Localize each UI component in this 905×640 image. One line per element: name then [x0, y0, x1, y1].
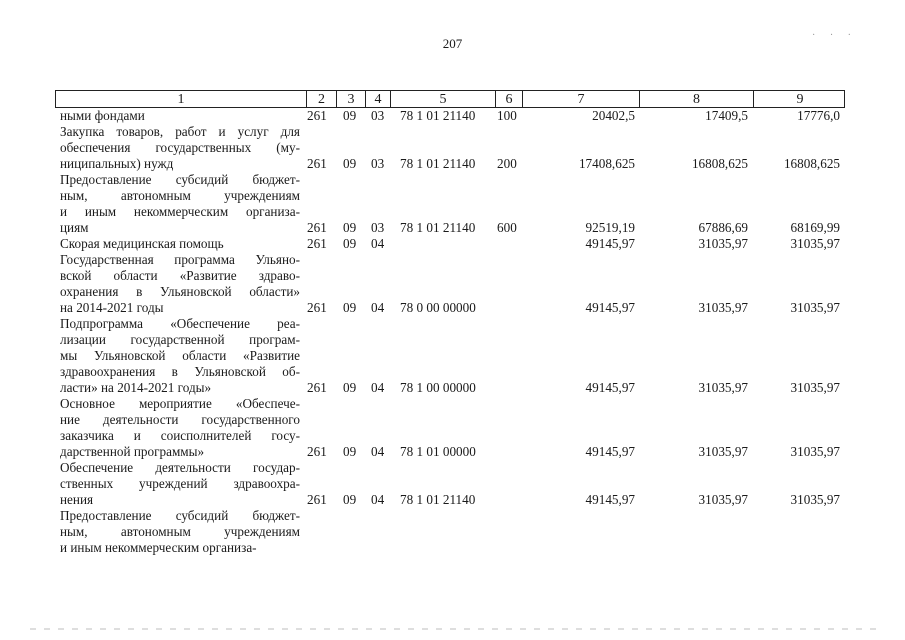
row-description [60, 172, 300, 236]
cell-c3: 09 [343, 220, 357, 235]
cell-c8: 31035,97 [698, 300, 748, 315]
cell-c9: 16808,625 [783, 156, 840, 171]
cell-c7: 49145,97 [585, 300, 635, 315]
header-col-3: 3 [336, 91, 365, 107]
header-col-6: 6 [495, 91, 522, 107]
cell-c9: 31035,97 [790, 236, 840, 251]
cell-c4: 04 [371, 300, 385, 315]
description-line: мы Ульяновской области «Развитие [60, 348, 300, 363]
cell-c3: 09 [343, 444, 357, 459]
cell-c6: 600 [497, 220, 517, 235]
header-col-5: 5 [390, 91, 495, 107]
description-line: и иным некоммерческим организа- [60, 540, 257, 555]
cell-c2: 261 [307, 492, 327, 507]
cell-c9: 17776,0 [797, 108, 840, 123]
cell-c9: 68169,99 [790, 220, 840, 235]
cell-c4: 04 [371, 444, 385, 459]
row-description [60, 236, 300, 252]
cell-c5: 78 1 01 21140 [400, 220, 476, 235]
cell-c9: 31035,97 [790, 444, 840, 459]
page-number: 207 [442, 36, 463, 51]
scan-noise [30, 628, 880, 630]
cell-c8: 31035,97 [698, 492, 748, 507]
description-line: лизации государственной програм- [60, 332, 300, 347]
description-line: ным, автономным учреждениям [60, 188, 300, 203]
cell-c7: 20402,5 [592, 108, 635, 123]
cell-c8: 31035,97 [698, 236, 748, 251]
description-line: и иным некоммерческим организа- [60, 204, 300, 219]
cell-c4: 03 [371, 108, 385, 123]
description-line: обеспечения государственных (му- [60, 140, 300, 155]
cell-c2: 261 [307, 236, 327, 251]
cell-c3: 09 [343, 492, 357, 507]
row-description [60, 508, 300, 556]
description-line: Скорая медицинская помощь [60, 236, 224, 251]
description-line: ласти» на 2014-2021 годы» [60, 380, 212, 395]
cell-c4: 04 [371, 236, 385, 251]
description-line: вской области «Развитие здраво- [60, 268, 300, 283]
description-line: циям [60, 220, 89, 235]
cell-c3: 09 [343, 156, 357, 171]
description-line: ными фондами [60, 108, 145, 123]
cell-c3: 09 [343, 236, 357, 251]
cell-c5: 78 1 01 00000 [400, 444, 476, 459]
cell-c8: 16808,625 [691, 156, 748, 171]
cell-c5: 78 1 01 21140 [400, 492, 476, 507]
description-line: заказчика и соисполнителей госу- [60, 428, 300, 443]
row-description [60, 460, 300, 508]
cell-c9: 31035,97 [790, 492, 840, 507]
cell-c5: 78 1 01 21140 [400, 108, 476, 123]
description-line: Предоставление субсидий бюджет- [60, 508, 300, 523]
description-line: ниципальных) нужд [60, 156, 174, 171]
header-col-2: 2 [306, 91, 336, 107]
cell-c3: 09 [343, 380, 357, 395]
description-line: Основное мероприятие «Обеспече- [60, 396, 300, 411]
cell-c3: 09 [343, 108, 357, 123]
cell-c7: 49145,97 [585, 492, 635, 507]
cell-c8: 31035,97 [698, 444, 748, 459]
description-line: ственных учреждений здравоохра- [60, 476, 300, 491]
header-col-1: 1 [177, 92, 185, 107]
cell-c5: 78 1 00 00000 [400, 380, 476, 395]
row-description [60, 124, 300, 172]
cell-c7: 49145,97 [585, 380, 635, 395]
cell-c3: 09 [343, 300, 357, 315]
header-col-8: 8 [639, 91, 753, 107]
cell-c2: 261 [307, 156, 327, 171]
cell-c5: 78 0 00 00000 [400, 300, 476, 315]
description-line: здравоохранения в Ульяновской об- [60, 364, 300, 379]
description-line: дарственной программы» [60, 444, 205, 459]
description-line: ние деятельности государственного [60, 412, 300, 427]
cell-c8: 67886,69 [698, 220, 748, 235]
description-line: Обеспечение деятельности государ- [60, 460, 300, 475]
description-line: ным, автономным учреждениям [60, 524, 300, 539]
cell-c4: 03 [371, 156, 385, 171]
cell-c6: 100 [497, 108, 517, 123]
description-line: на 2014-2021 годы [60, 300, 164, 315]
cell-c2: 261 [307, 108, 327, 123]
cell-c4: 03 [371, 220, 385, 235]
cell-c2: 261 [307, 220, 327, 235]
scan-marks: · · · [812, 30, 857, 41]
row-description [60, 108, 300, 124]
cell-c2: 261 [307, 300, 327, 315]
cell-c5: 78 1 01 21140 [400, 156, 476, 171]
description-line: Государственная программа Ульяно- [60, 252, 300, 267]
header-col-7: 7 [522, 91, 639, 107]
description-line: нения [60, 492, 94, 507]
cell-c8: 31035,97 [698, 380, 748, 395]
cell-c7: 49145,97 [585, 444, 635, 459]
description-line: Закупка товаров, работ и услуг для [60, 124, 300, 139]
cell-c6: 200 [497, 156, 517, 171]
cell-c2: 261 [307, 444, 327, 459]
header-col-9: 9 [753, 91, 846, 107]
cell-c4: 04 [371, 380, 385, 395]
row-description [60, 316, 300, 396]
cell-c9: 31035,97 [790, 380, 840, 395]
description-line: Предоставление субсидий бюджет- [60, 172, 300, 187]
cell-c2: 261 [307, 380, 327, 395]
cell-c7: 49145,97 [585, 236, 635, 251]
header-col-4: 4 [365, 91, 390, 107]
description-line: Подпрограмма «Обеспечение реа- [60, 316, 300, 331]
cell-c9: 31035,97 [790, 300, 840, 315]
cell-c7: 17408,625 [578, 156, 635, 171]
cell-c4: 04 [371, 492, 385, 507]
row-description [60, 396, 300, 460]
cell-c8: 17409,5 [705, 108, 748, 123]
row-description [60, 252, 300, 316]
table-header-row [55, 90, 845, 108]
cell-c7: 92519,19 [585, 220, 635, 235]
description-line: охранения в Ульяновской области» [60, 284, 300, 299]
